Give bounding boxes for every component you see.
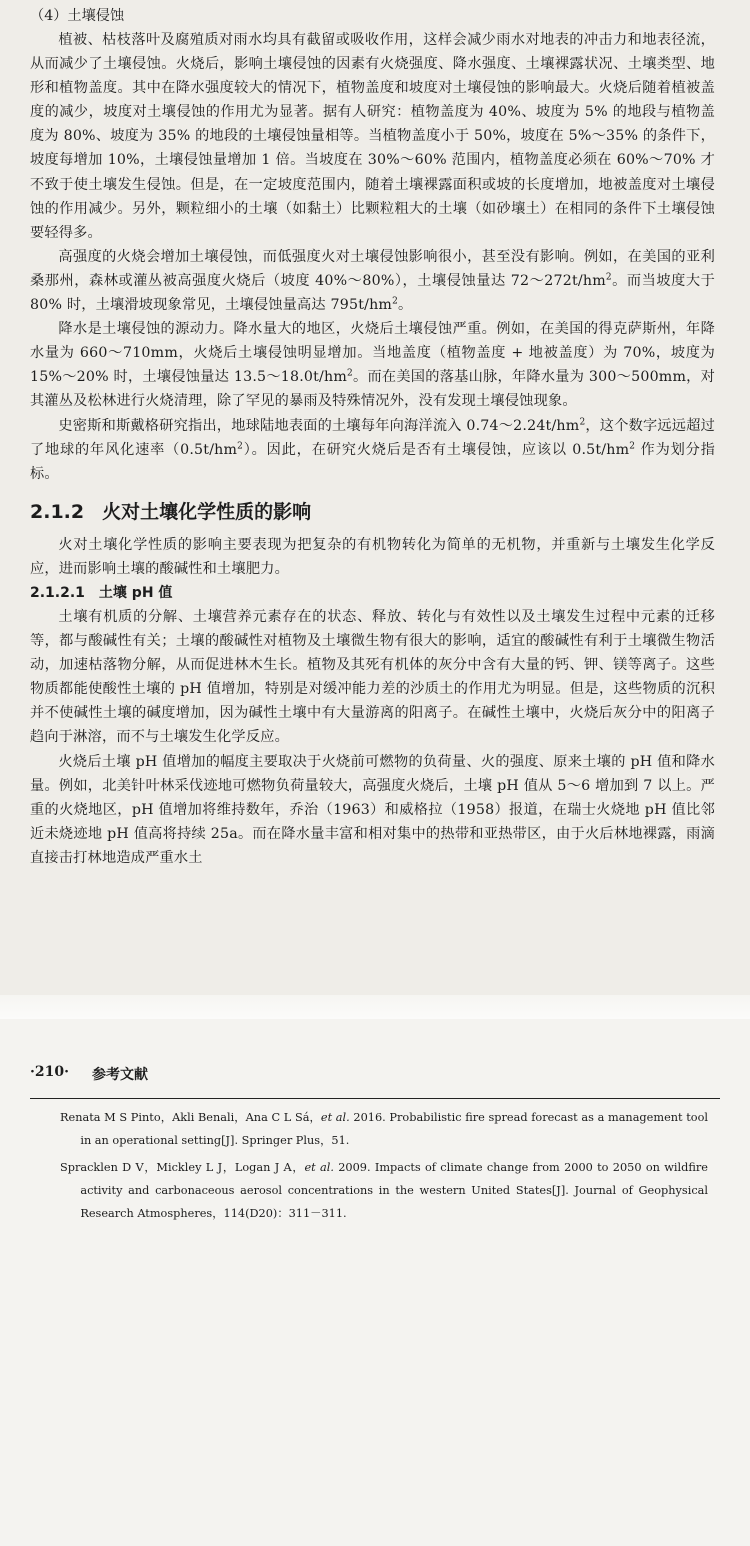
reference-authors: Renata M S Pinto，Akli Benali，Ana C L Sá， xyxy=(60,1111,321,1124)
reference-details: 2009. Impacts of climate change from 2000 to 2050 on wildfire activity and carbonaceous aerosol concentrations in the western United States[J]. Journal of Geophysical Research Atmospheres，114(D20)：311－311. xyxy=(80,1161,708,1220)
subsection-title: 土壤 pH 值 xyxy=(98,584,173,601)
header-title: 参考文献 xyxy=(92,1067,148,1083)
upper-page-content xyxy=(30,4,715,870)
paragraph-ph-2: 火烧后土壤 pH 值增加的幅度主要取决于火烧前可燃物的负荷量、火的强度、原来土壤的 pH 值和降水量。例如，北美针叶林采伐迹地可燃物负荷量较大，高强度火烧后，土壤 pH 值从 5～6 增加到 7 以上。严重的火烧地区，pH 值增加将维持数年，乔治（1963）和威格拉（1958）报道，在瑞士火烧地 pH 值比邻近未烧迹地 pH 值高将持续 25a。而在降水量丰富和相对集中的热带和亚热带区，由于火后林地裸露，雨滴直接击打林地造成严重水土 xyxy=(30,753,715,866)
paragraph-ph-1: 土壤有机质的分解、土壤营养元素存在的状态、释放、转化与有效性以及土壤发生过程中元素的迁移等，都与酸碱性有关；土壤的酸碱性对植物及土壤微生物有很大的影响，适宜的酸碱性有利于土壤微生物活动，加速枯落物分解，从而促进林木生长。植物及其死有机体的灰分中含有大量的钙、钾、镁等离子。这些物质都能使酸性土壤的 pH 值增加，特别是对缓冲能力差的沙质土的作用尤为明显。但是，这些物质的沉积并不使碱性土壤的碱度增加，因为碱性土壤中有大量游离的阳离子。在碱性土壤中，火烧后灰分中的阳离子趋向于淋溶，而不与土壤发生化学反应。 xyxy=(30,608,715,746)
paragraph-erosion-1: 植被、枯枝落叶及腐殖质对雨水均具有截留或吸收作用，这样会减少雨水对地表的冲击力和地表径流，从而减少了土壤侵蚀。火烧后，影响土壤侵蚀的因素有火烧强度、降水强度、土壤裸露状况、土壤类型、地形和植物盖度。其中在降水强度较大的情况下，植物盖度和坡度对土壤侵蚀的影响最大。火烧后随着植被盖度的减少，坡度对土壤侵蚀的作用尤为显著。据有人研究：植物盖度为 40%、坡度为 5% 的地段与植物盖度为 80%、坡度为 35% 的地段的土壤侵蚀量相等。当植物盖度小于 50%，坡度在 5%～35% 的条件下，坡度每增加 10%，土壤侵蚀量增加 1 倍。当坡度在 30%～60% 范围内，植物盖度必须在 60%～70% 才不致于使土壤发生侵蚀。但是，在一定坡度范围内，随着土壤裸露面积或坡的长度增加，地被盖度对土壤侵蚀的作用减少。另外，颗粒细小的土壤（如黏土）比颗粒粗大的土壤（如砂壤土）在相同的条件下土壤侵蚀要轻得多。 xyxy=(30,32,715,241)
page-gap xyxy=(0,995,750,1019)
paragraph-erosion-3: 降水是土壤侵蚀的源动力。降水量大的地区，火烧后土壤侵蚀严重。例如，在美国的得克萨斯州，年降水量为 660～710mm，火烧后土壤侵蚀明显增加。当地盖度（植物盖度 + 地被盖度）为 70%，坡度为 15%～20% 时，土壤侵蚀量达 $13.5\sim 18.0t/hm^2$。而在美国的落基山脉，年降水量为 300～500mm，对其灌丛及松林进行火烧清理，除了罕见的暴雨及特殊情况外，没有发现土壤侵蚀现象。 xyxy=(30,321,715,410)
reference-item xyxy=(60,1106,708,1152)
reference-etal: et al. xyxy=(304,1161,334,1174)
subsection-number: 2.1.2.1 xyxy=(30,584,85,601)
page-number: ·210· xyxy=(30,1064,69,1080)
subheading-soil-erosion: （4）土壤侵蚀 xyxy=(30,8,125,24)
section-heading xyxy=(30,497,715,527)
reference-etal: et al. xyxy=(320,1111,350,1124)
reference-list xyxy=(60,1106,708,1229)
subsection-heading xyxy=(30,581,715,605)
reference-item xyxy=(60,1156,708,1225)
reference-authors: Spracklen D V，Mickley L J，Logan J A， xyxy=(60,1161,305,1174)
section-title: 火对土壤化学性质的影响 xyxy=(102,500,312,523)
paragraph-erosion-2: 高强度的火烧会增加土壤侵蚀，而低强度火对土壤侵蚀影响很小，甚至没有影响。例如，在美国的亚利桑那州，森林或灌丛被高强度火烧后（坡度 40%～80%），土壤侵蚀量达 $72\sim 272t/hm^2$。而当坡度大于 80% 时，土壤滑坡现象常见，土壤侵蚀量高达 $795t/hm^2$。 xyxy=(30,248,715,314)
reference-details: 2016. Probabilistic fire spread forecast as a management tool in an operational setting[J]. Springer Plus，51. xyxy=(80,1111,708,1147)
paragraph-erosion-4: 史密斯和斯戴格研究指出，地球陆地表面的土壤每年向海洋流入 $0.74\sim 2.24t/hm^2$，这个数字远远超过了地球的年风化速率$(0.5t/hm^2)$。因此，在研究火烧后是否有土壤侵蚀，应该以 $0.5t/hm^2$ 作为划分指标。 xyxy=(30,416,715,482)
section-number: 2.1.2 xyxy=(30,500,85,523)
page-header xyxy=(30,1064,720,1099)
section-intro-paragraph: 火对土壤化学性质的影响主要表现为把复杂的有机物转化为简单的无机物，并重新与土壤发生化学反应，进而影响土壤的酸碱性和土壤肥力。 xyxy=(30,536,715,577)
